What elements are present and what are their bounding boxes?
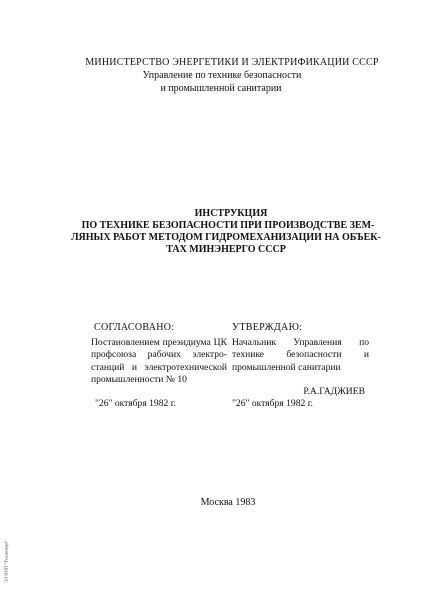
ministry-header: [0, 56, 424, 95]
agreed-line: Постановлением президиума ЦК: [91, 336, 227, 348]
approved-heading: УТВЕРЖДАЮ:: [232, 322, 303, 333]
approved-line: промышленной санитарии: [232, 361, 341, 373]
agreed-line: промышленности № 10: [91, 374, 187, 385]
document-title: [40, 208, 412, 256]
agreed-date: "26" октября 1982 г.: [95, 398, 176, 409]
agreed-block: [91, 322, 227, 387]
title-line: ПО ТЕХНИКЕ БЕЗОПАСНОСТИ ПРИ ПРОИЗВОДСТВЕ ЗЕМ-: [81, 220, 375, 231]
agreed-line: станций и электротехнической: [91, 361, 227, 373]
publisher-side-mark: ЭЛ НПП "Техэксперт": [3, 539, 9, 583]
department-line-2: и промышленной санитарии: [160, 83, 282, 94]
department-line-1: Управление по технике безопасности: [142, 70, 302, 81]
agreed-heading: СОГЛАСОВАНО:: [94, 322, 175, 333]
ministry-name: МИНИСТЕРСТВО ЭНЕРГЕТИКИ И ЭЛЕКТРИФИКАЦИИ СССР: [85, 57, 379, 68]
title-line: ЛЯНЫХ РАБОТ МЕТОДОМ ГИДРОМЕХАНИЗАЦИИ НА ОБЪЕК-: [71, 232, 381, 243]
agreed-line: профсоюза рабочих электро-: [91, 349, 227, 360]
place-year: Москва 1983: [200, 497, 256, 508]
approved-line: технике безопасности и: [232, 349, 369, 360]
title-line: ТАХ МИНЭНЕРГО СССР: [166, 244, 286, 255]
approved-line: Начальник Управления по: [232, 336, 369, 348]
approved-signer: Р.А.ГАДЖИЕВ: [303, 386, 365, 397]
title-line: ИНСТРУКЦИЯ: [194, 208, 268, 219]
approved-block: [232, 322, 369, 399]
approved-date: "26" октября 1982 г.: [232, 398, 313, 409]
